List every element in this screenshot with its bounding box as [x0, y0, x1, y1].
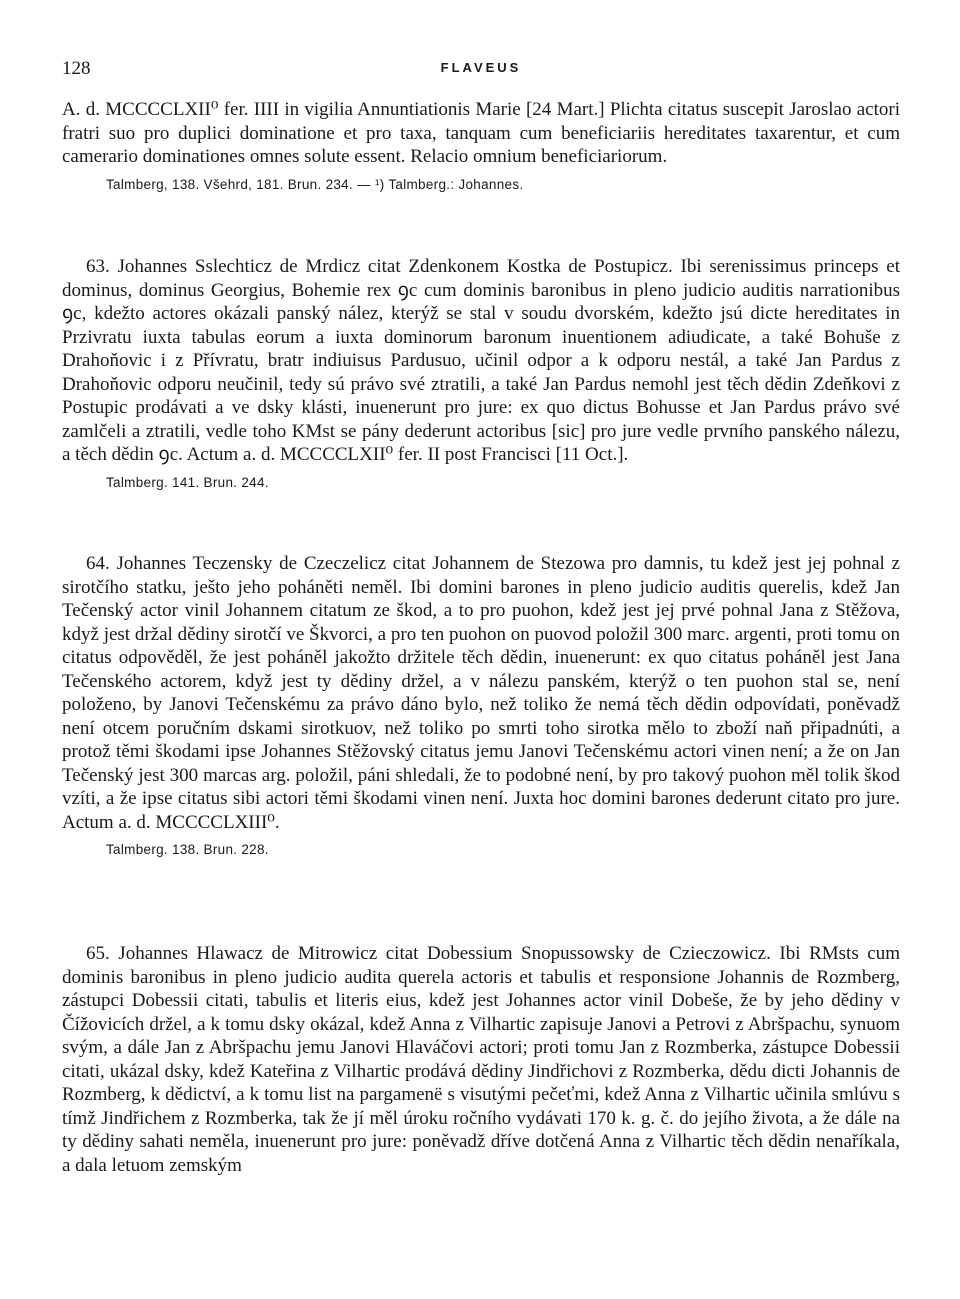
entry-63 — [62, 255, 900, 493]
entry-preamble — [62, 98, 900, 195]
running-head — [62, 58, 900, 82]
entry-text: 64. Johannes Teczensky de Czeczelicz citat Johannem de Stezowa pro damnis, tu kdež jest jej pohnal z sirotčího statku, ješto jeho poháněti neměl. Ibi domini barones in pleno judicio auditis querelis, kdež Jan Tečenský actor vinil Johannem citatum ze škod, a to pro puohon, kdež jest jej prvé pohnal Jana z Stěžova, když jest držal dědiny sirotčí ve Škvorci, a pro ten puohon on puovod položil 300 marc. argenti, proti tomu on citatus odpověděl, že jest poháněl jakožto držitele těch dědin, inuenerunt: ex quo citatus poháněl jest Jana Tečenského actorem, když jest ty dědiny držel, a v nálezu panském, kterýž o ten puohon stal se, není položeno, by Janovi Tečenskému za právo dáno bylo, než toliko že nemá těch dědin odpovídati, poněvadž není otcem poručním dskami sirotkuov, než toliko po smrti toho sirotka mělo to zboží naň připadnúti, a protož těmi škodami ipse Johannes Stěžovský citatus jemu Janovi Tečenskému actori vinen není; a že on Jan Tečenský jest 300 marcas arg. položil, páni shledali, že to podobné není, by pro takový puohon měl tolik škod vzíti, a že ipse citatus sibi actori těmi škodami vinen není. Juxta hoc domini barones dederunt citato pro jure. Actum a. d. MCCCCLXIII⁰. — [62, 553, 900, 833]
entry-text: A. d. MCCCCLXII⁰ fer. IIII in vigilia Annuntiationis Marie [24 Mart.] Plichta citatus suscepit Jaroslao actori fratri suo pro duplici dominatione et pro taxa, tanquam cum beneficiariis hereditates taxarentur, et cum camerario dominationes omnes solute essent. Relacio omnium beneficiariorum. — [62, 99, 900, 167]
entry-reference: Talmberg. 141. Brun. 244. — [106, 474, 269, 490]
page-number: 128 — [62, 58, 91, 79]
entry-64 — [62, 552, 900, 860]
entry-text: 65. Johannes Hlawacz de Mitrowicz citat Dobessium Snopussowsky de Czieczowicz. Ibi RMsts cum dominis baronibus in pleno judicio audita querela actoris et tabulis et responsione Johannis de Rozmberg, zástupci Dobessii citati, tabulis et literis eius, kdež jest Johannes actor vinil Dobeše, že by jeho dědiny v Čížovicích držel, a k tomu dsky okázal, kdež Anna z Vilhartic zapisuje Janovi a Petrovi z Abršpachu, synuom svým, a dále Jan z Abršpachu jemu Janovi Hlaváčovi actori; proti tomu Jan z Rozmberka, zástupce Dobessii citati, ukázal dsky, kdež Kateřina z Vilhartic prodává dědiny Jindřichovi z Rozmberka, dědu dicti Johannis de Rozmberg, k dědictví, a k tomu list na pargamenë s visutými pečeťmi, kdež Anna z Vilhartic učinila smlúvu s tímž Jindřichem z Rozmberka, tak že jí měl úroku ročního vydávati 170 k. g. č. do jejího života, a že dále na ty dědiny sahati neměla, inuenerunt pro jure: poněvadž dříve dotčená Anna z Vilhartic těch dědin nenaříkala, a dala letuom zemským — [62, 943, 900, 1176]
running-title: FLAVEUS — [440, 60, 522, 75]
entry-text: 63. Johannes Sslechticz de Mrdicz citat Zdenkonem Kostka de Postupicz. Ibi serenissimus princeps et dominus, dominus Georgius, Bohemie rex ꝯc cum dominis baronibus in pleno judicio auditis narrationibus ꝯc, kdežto actores okázali panský nález, kterýž se stal v soudu dvorském, kdežto jsú dicte hereditates in Przivratu iuxta tabulas eorum a iuxta dominorum baronum inuentionem adiudicate, a také Bohuše z Drahoňovic i z Přívratu, bratr indiuisus Pardusuo, učinil odpor a k odporu nestál, a také Jan Pardus z Drahoňovic odporu neučinil, tedy sú právo své ztratili, a také Jan Pardus nemohl jest těch dědin Zdeňkovi z Postupic prodávati a ve dsky klásti, inuenerunt pro jure: ex quo dictus Bohusse et Jan Pardus právo své zamlčeli a ztratili, vedle toho KMst se pány dederunt actoribus [sic] pro jure vedle prvního panského nálezu, a těch dědin ꝯc. Actum a. d. MCCCCLXII⁰ fer. II post Francisci [11 Oct.]. — [62, 256, 900, 465]
entry-reference: Talmberg, 138. Všehrd, 181. Brun. 234. — ¹) Talmberg.: Johannes. — [106, 176, 524, 192]
entry-reference: Talmberg. 138. Brun. 228. — [106, 842, 269, 857]
entry-65 — [62, 942, 900, 1177]
